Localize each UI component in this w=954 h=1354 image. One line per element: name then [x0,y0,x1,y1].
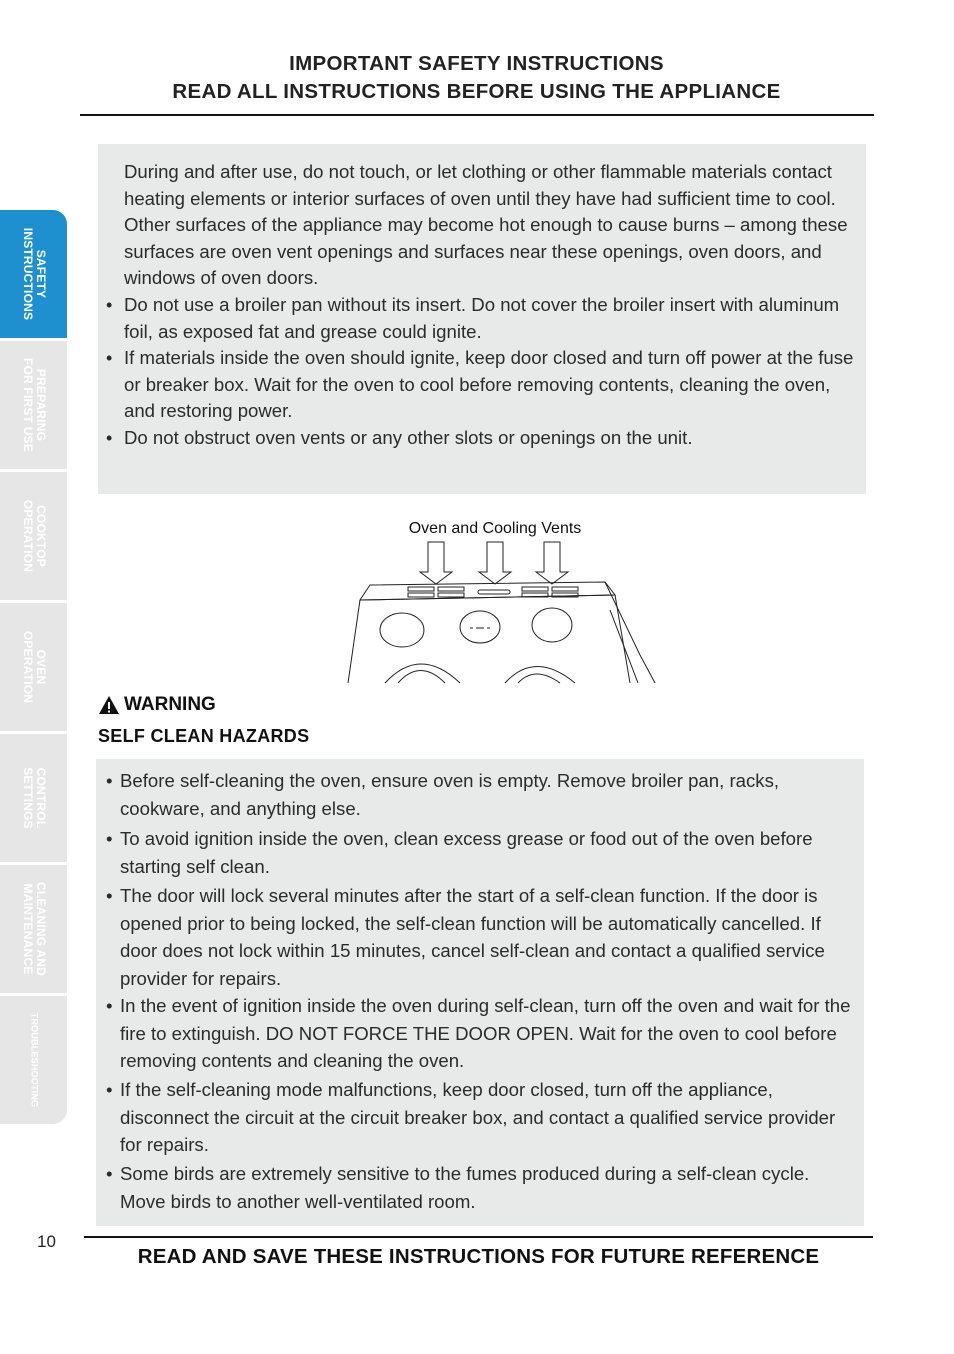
tab-label: COOKTOP OPERATION [20,499,48,573]
bullet-icon: • [106,995,113,1016]
list-item [106,992,855,1075]
tab-control-settings[interactable] [0,734,67,862]
header-line-2: READ ALL INSTRUCTIONS BEFORE USING THE APPLIANCE [172,80,781,103]
bullet-icon: • [106,1163,113,1184]
self-clean-box [96,759,864,1226]
oven-vents-illustration [320,515,660,685]
list-item [106,882,855,992]
page-header [80,50,873,106]
list-item [106,292,854,345]
warning-label: WARNING [124,694,216,715]
list-item-text: Before self-cleaning the oven, ensure oven is empty. Remove broiler pan, racks, cookware, and anything else. [120,770,780,819]
list-item [106,767,855,822]
tab-troubleshooting[interactable] [0,996,67,1124]
oven-vents-figure [320,515,660,685]
bullet-icon: • [106,828,113,849]
tab-cooktop-operation[interactable] [0,472,67,600]
tab-preparing-for-first-use[interactable] [0,341,67,469]
list-item [106,1076,855,1159]
bullet-icon: • [106,770,113,791]
list-item [106,825,855,880]
list-item-text: Some birds are extremely sensitive to the fumes produced during a self-clean cycle. Move birds to another well-ventilated room. [120,1163,810,1212]
list-item [106,1160,855,1215]
tab-label: PREPARING FOR FIRST USE [20,358,48,452]
list-item [106,425,854,452]
bullet-icon: • [106,348,113,369]
tab-safety-instructions[interactable] [0,210,67,338]
warning-heading [98,694,216,716]
bullet-icon: • [106,294,113,315]
tab-label: SAFETY INSTRUCTIONS [20,227,48,321]
footer-text: READ AND SAVE THESE INSTRUCTIONS FOR FUTURE REFERENCE [137,1245,820,1268]
bullet-icon: • [106,885,113,906]
warning-triangle-icon [98,695,120,715]
figure-caption: Oven and Cooling Vents [408,520,582,537]
list-item [106,345,854,425]
safety-box [98,144,866,494]
list-item-text: Do not use a broiler pan without its insert. Do not cover the broiler insert with aluminum foil, as exposed fat and grease could ignite. [124,293,840,342]
bullet-icon: • [106,427,113,448]
intro-paragraph: During and after use, do not touch, or let clothing or other flammable materials contact heating elements or interior surfaces of oven until they have had sufficient time to cool. Other surfaces of the appliance may become hot enough to cause burns – among these surfaces are oven vent openings and surfaces near these openings, oven doors, and windows of oven doors. [124,161,848,289]
tab-label: TROUBLESHOOTING [29,1012,39,1108]
page-number: 10 [37,1232,56,1251]
header-divider [80,114,874,116]
section-subheading: SELF CLEAN HAZARDS [98,726,310,746]
tab-label: CLEANING AND MAINTENANCE [20,882,48,976]
header-line-1: IMPORTANT SAFETY INSTRUCTIONS [289,52,664,75]
list-item-text: Do not obstruct oven vents or any other slots or openings on the unit. [124,426,693,448]
list-item-text: If the self-cleaning mode malfunctions, keep door closed, turn off the appliance, disconnect the circuit at the circuit breaker box, and contact a qualified service provider for repairs. [120,1079,836,1156]
tab-oven-operation[interactable] [0,603,67,731]
tab-label: CONTROL SETTINGS [20,767,48,829]
tab-label: OVEN OPERATION [20,630,48,704]
bullet-icon: • [106,1079,113,1100]
list-item-text: The door will lock several minutes after the start of a self-clean function. If the door is opened prior to being locked, the self-clean function will be automatically cancelled. If door does not lock within 15 minutes, cancel self-clean and contact a qualified service provider for repairs. [120,885,825,989]
footer-divider [84,1236,873,1238]
list-item-text: In the event of ignition inside the oven during self-clean, turn off the oven and wait for the fire to extinguish. DO NOT FORCE THE DOOR OPEN. Wait for the oven to cool before removing contents and cleaning the oven. [120,995,851,1072]
tab-cleaning-and-maintenance[interactable] [0,865,67,993]
list-item-text: To avoid ignition inside the oven, clean excess grease or food out of the oven before starting self clean. [120,828,813,877]
list-item-text: If materials inside the oven should ignite, keep door closed and turn off power at the fuse or breaker box. Wait for the oven to cool before removing contents, cleaning the oven, and restoring power. [124,347,854,422]
